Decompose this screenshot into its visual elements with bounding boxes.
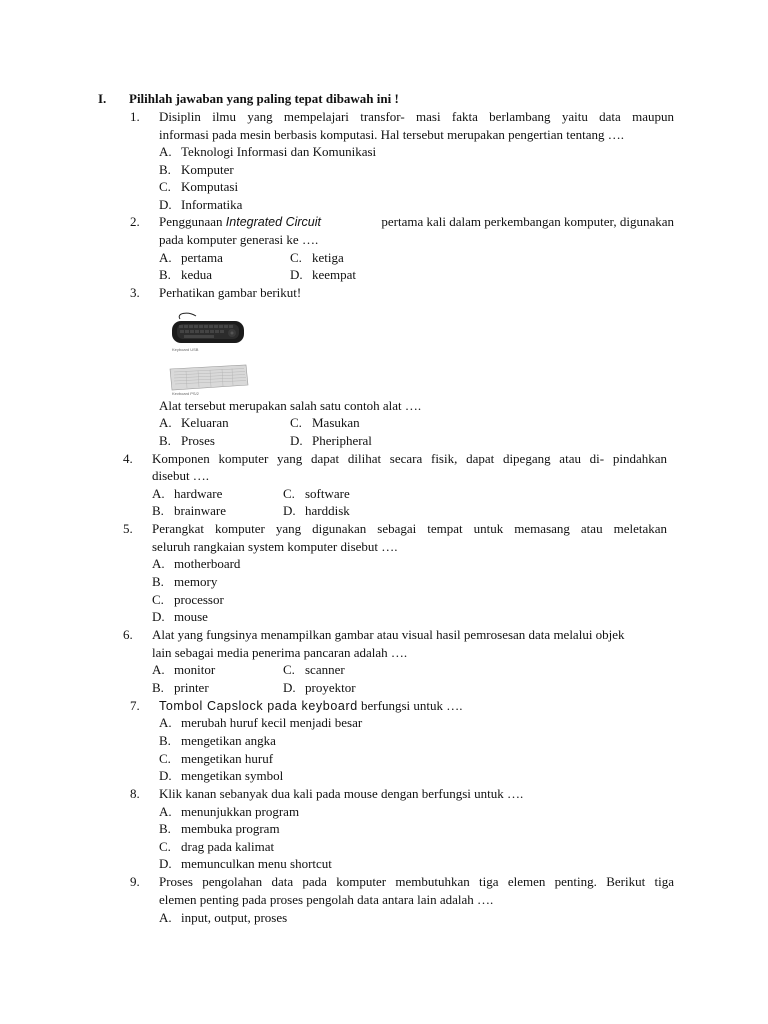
option-text: Komputer: [181, 162, 234, 177]
option-letter: A.: [159, 415, 172, 430]
option-text: Teknologi Informasi dan Komunikasi: [181, 144, 377, 159]
option-a: [152, 661, 215, 678]
option-letter: D.: [290, 433, 303, 448]
option-text: Masukan: [312, 415, 360, 430]
option-text: hardware: [174, 486, 223, 501]
question-text-line: Klik kanan sebanyak dua kali pada mouse dengan berfungsi untuk ….: [159, 786, 524, 801]
option-text: input, output, proses: [181, 910, 288, 925]
option-c: [159, 750, 273, 767]
option-letter: A.: [159, 910, 172, 925]
option-b: [159, 432, 215, 449]
question-text-post: pertama kali dalam perkembangan komputer, digunakan: [381, 214, 674, 229]
question-text-line: Alat tersebut merupakan salah satu contoh alat ….: [159, 398, 422, 413]
option-letter: D.: [283, 503, 296, 518]
option-letter: C.: [290, 250, 302, 265]
option-c: [159, 178, 238, 195]
option-letter: C.: [159, 839, 171, 854]
option-text: ketiga: [312, 250, 344, 265]
option-text: brainware: [174, 503, 226, 518]
question-text-line: Alat yang fungsinya menampilkan gambar atau visual hasil pemrosesan data melalui objek: [152, 627, 625, 642]
question-number: 1.: [130, 109, 140, 124]
option-letter: A.: [152, 486, 165, 501]
question-number: 9.: [130, 874, 140, 889]
option-letter: C.: [283, 662, 295, 677]
question-text-line: Perhatikan gambar berikut!: [159, 285, 302, 300]
option-b: [159, 266, 212, 283]
option-b: [152, 573, 217, 590]
keyboard-figure: [166, 311, 252, 395]
question-text-line: informasi pada mesin berbasis komputasi. Hal tersebut merupakan pengertian tentang ….: [159, 127, 624, 142]
italic-term: Integrated Circuit: [225, 215, 321, 229]
option-text: mengetikan huruf: [181, 751, 274, 766]
usb-keyboard-image: [172, 313, 244, 352]
option-text: Proses: [181, 433, 215, 448]
option-d: [159, 196, 242, 213]
option-letter: B.: [159, 162, 171, 177]
option-letter: C.: [283, 486, 295, 501]
section-numeral: I.: [98, 91, 107, 106]
question-text-line: pada komputer generasi ke ….: [159, 232, 319, 247]
option-text: drag pada kalimat: [181, 839, 275, 854]
figure-caption: Keyboard PS/2: [172, 391, 199, 395]
option-text: Pheripheral: [312, 433, 372, 448]
option-text: Keluaran: [181, 415, 229, 430]
option-letter: B.: [159, 733, 171, 748]
option-letter: A.: [159, 250, 172, 265]
option-text: scanner: [305, 662, 345, 677]
option-text: merubah huruf kecil menjadi besar: [181, 715, 363, 730]
option-letter: A.: [159, 804, 172, 819]
option-letter: B.: [152, 680, 164, 695]
option-letter: A.: [159, 144, 172, 159]
option-text: keempat: [312, 267, 357, 282]
option-b: [152, 502, 226, 519]
option-letter: B.: [159, 433, 171, 448]
option-letter: B.: [152, 503, 164, 518]
question-number: 6.: [123, 627, 133, 642]
question-text-pre: Penggunaan Integrated Circuit: [159, 214, 321, 229]
question-text-line: Proses pengolahan data pada komputer membutuhkan tiga elemen penting. Berikut tiga: [159, 874, 674, 889]
option-d: [283, 679, 356, 696]
option-d: [159, 855, 332, 872]
option-letter: D.: [159, 197, 172, 212]
option-a: [152, 485, 222, 502]
option-d: [152, 608, 208, 625]
option-d: [290, 432, 372, 449]
option-text: mengetikan angka: [181, 733, 276, 748]
question-text-line: lain sebagai media penerima pancaran adalah ….: [152, 645, 408, 660]
option-text: monitor: [174, 662, 216, 677]
ps2-keyboard-image: [170, 365, 248, 395]
question-number: 3.: [130, 285, 140, 300]
option-letter: D.: [159, 768, 172, 783]
option-letter: A.: [152, 662, 165, 677]
option-letter: B.: [152, 574, 164, 589]
option-text: motherboard: [174, 556, 241, 571]
option-letter: B.: [159, 267, 171, 282]
option-text: pertama: [181, 250, 223, 265]
question-text-line: [159, 697, 462, 715]
option-b: [159, 161, 234, 178]
question-text-rest: berfungsi untuk ….: [357, 698, 463, 713]
question-text-line: Perangkat komputer yang digunakan sebagai tempat untuk memasang atau meletakan: [152, 521, 667, 536]
option-c: [283, 485, 350, 502]
option-letter: D.: [290, 267, 303, 282]
option-text: membuka program: [181, 821, 280, 836]
option-text: memunculkan menu shortcut: [181, 856, 332, 871]
option-a: [159, 803, 299, 820]
option-d: [283, 502, 350, 519]
question-text-line: seluruh rangkaian system komputer disebut ….: [152, 539, 398, 554]
question-number: 4.: [123, 451, 133, 466]
question-text-line: Disiplin ilmu yang mempelajari transfor- masi fakta berlambang yaitu data maupun: [159, 109, 674, 124]
option-b: [152, 679, 209, 696]
option-c: [283, 661, 345, 678]
option-text: harddisk: [305, 503, 350, 518]
question-text-line: Komponen komputer yang dapat dilihat secara fisik, dapat dipegang atau di- pindahkan: [152, 451, 667, 466]
question-number: 8.: [130, 786, 140, 801]
question-text-keyword: Tombol Capslock pada keyboard: [159, 699, 358, 713]
option-letter: A.: [152, 556, 165, 571]
option-letter: A.: [159, 715, 172, 730]
option-text: processor: [174, 592, 224, 607]
option-text: Komputasi: [181, 179, 239, 194]
option-text: printer: [174, 680, 209, 695]
question-text-line: elemen penting pada proses pengolah data antara lain adalah ….: [159, 892, 494, 907]
option-text: memory: [174, 574, 218, 589]
option-text: Informatika: [181, 197, 243, 212]
option-c: [159, 838, 274, 855]
option-text: proyektor: [305, 680, 356, 695]
option-letter: C.: [290, 415, 302, 430]
option-c: [290, 249, 344, 266]
option-letter: D.: [152, 609, 165, 624]
question-number: 2.: [130, 214, 140, 229]
option-a: [159, 414, 229, 431]
option-a: [159, 714, 362, 731]
option-a: [159, 249, 223, 266]
option-letter: B.: [159, 821, 171, 836]
option-text: mengetikan symbol: [181, 768, 284, 783]
question-number: 5.: [123, 521, 133, 536]
option-c: [290, 414, 360, 431]
option-letter: C.: [152, 592, 164, 607]
option-d: [159, 767, 283, 784]
option-text: software: [305, 486, 350, 501]
question-text-line: [159, 213, 674, 231]
option-letter: C.: [159, 179, 171, 194]
section-title: Pilihlah jawaban yang paling tepat dibawah ini !: [129, 91, 399, 106]
option-a: [159, 143, 376, 160]
option-letter: D.: [283, 680, 296, 695]
option-c: [152, 591, 224, 608]
option-letter: D.: [159, 856, 172, 871]
option-text: mouse: [174, 609, 208, 624]
option-a: [159, 909, 287, 926]
question-number: 7.: [130, 698, 140, 713]
figure-caption: Keyboard USB: [172, 347, 199, 352]
question-text-line: disebut ….: [152, 468, 210, 483]
option-b: [159, 732, 276, 749]
option-a: [152, 555, 240, 572]
option-letter: C.: [159, 751, 171, 766]
option-b: [159, 820, 280, 837]
option-text: menunjukkan program: [181, 804, 300, 819]
option-d: [290, 266, 356, 283]
option-text: kedua: [181, 267, 213, 282]
